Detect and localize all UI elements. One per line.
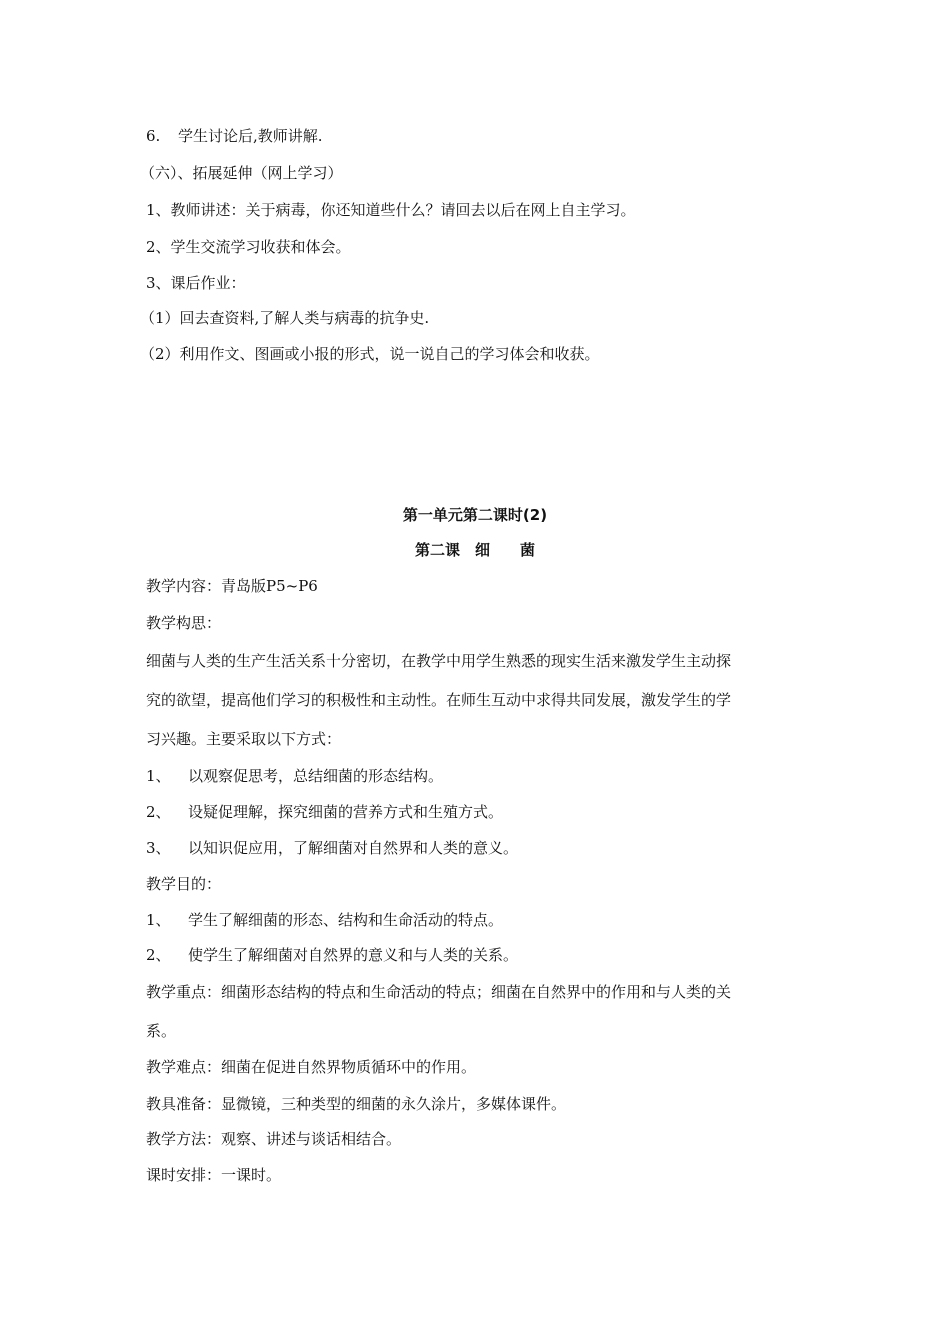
way-1-text: 以观察促思考，总结细菌的形态结构。	[188, 767, 444, 785]
class-schedule: 课时安排：一课时。	[146, 1166, 282, 1184]
teaching-idea-label: 教学构思：	[146, 614, 222, 632]
way-2-text: 设疑促理解，探究细菌的营养方式和生殖方式。	[188, 803, 504, 821]
teaching-method: 教学方法：观察、讲述与谈话相结合。	[146, 1130, 402, 1148]
goal-2-number: 2、	[146, 946, 171, 964]
teaching-goal-label: 教学目的：	[146, 875, 222, 893]
lesson-title: 第一单元第二课时(2)	[402, 506, 548, 524]
item-6-text: 学生讨论后,教师讲解.	[178, 127, 323, 145]
key-points-line-2: 系。	[146, 1022, 177, 1040]
section-6-item-3: 3、课后作业：	[146, 274, 246, 292]
goal-2-text: 使学生了解细菌对自然界的意义和与人类的关系。	[188, 946, 519, 964]
teaching-idea-paragraph-line-1: 细菌与人类的生产生活关系十分密切，在教学中用学生熟悉的现实生活来激发学生主动探	[146, 652, 732, 670]
goal-1-number: 1、	[146, 911, 171, 929]
item-6-number: 6.	[146, 127, 161, 145]
teaching-idea-paragraph-line-3: 习兴趣。主要采取以下方式：	[146, 730, 342, 748]
key-points-line-1: 教学重点：细菌形态结构的特点和生命活动的特点；细菌在自然界中的作用和与人类的关	[146, 983, 732, 1001]
goal-1-text: 学生了解细菌的形态、结构和生命活动的特点。	[188, 911, 504, 929]
way-3-number: 3、	[146, 839, 171, 857]
teaching-tools: 教具准备：显微镜，三种类型的细菌的永久涂片，多媒体课件。	[146, 1095, 567, 1113]
section-6-item-2: 2、学生交流学习收获和体会。	[146, 238, 351, 256]
difficulty: 教学难点：细菌在促进自然界物质循环中的作用。	[146, 1058, 477, 1076]
way-1-number: 1、	[146, 767, 171, 785]
teaching-content: 教学内容：青岛版P5~P6	[146, 577, 318, 595]
way-2-number: 2、	[146, 803, 171, 821]
teaching-idea-paragraph-line-2: 究的欲望，提高他们学习的积极性和主动性。在师生互动中求得共同发展，激发学生的学	[146, 691, 732, 709]
lesson-subtitle: 第二课 细 菌	[414, 541, 535, 559]
section-6-heading: （六）、拓展延伸（网上学习）	[140, 164, 343, 182]
homework-1: （1）回去查资料,了解人类与病毒的抗争史.	[140, 309, 430, 327]
section-6-item-1: 1、教师讲述：关于病毒，你还知道些什么？请回去以后在网上自主学习。	[146, 201, 636, 219]
homework-2: （2）利用作文、图画或小报的形式，说一说自己的学习体会和收获。	[140, 345, 600, 363]
way-3-text: 以知识促应用，了解细菌对自然界和人类的意义。	[188, 839, 519, 857]
